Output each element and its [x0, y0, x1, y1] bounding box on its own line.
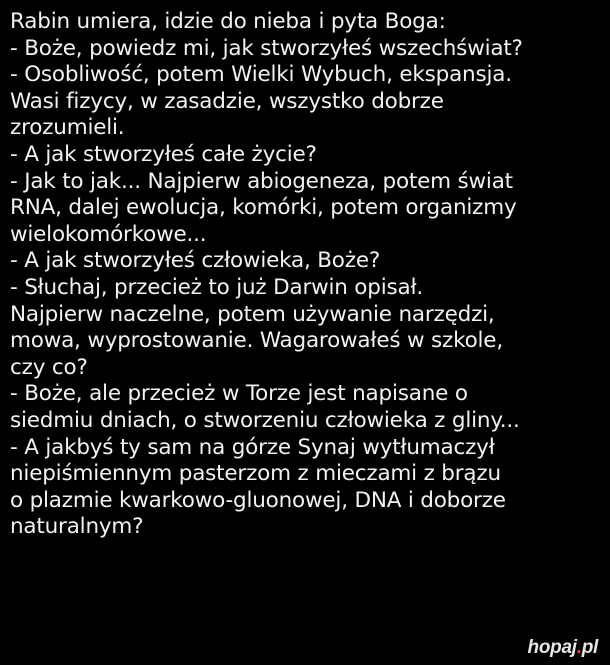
joke-line: - Boże, ale przecież w Torze jest napisane o: [10, 381, 468, 407]
joke-line: o plazmie kwarkowo-gluonowej, DNA i doborze: [10, 487, 506, 513]
joke-line: - A jakbyś ty sam na górze Synaj wytłumaczył: [10, 434, 495, 460]
footer-bar: [0, 633, 610, 665]
joke-line: - Słuchaj, przecież to już Darwin opisał.: [10, 274, 424, 300]
site-watermark-logo: [528, 637, 598, 659]
joke-line: siedmiu dniach, o stworzeniu człowieka z gliny...: [10, 407, 520, 433]
joke-text: [10, 9, 606, 541]
watermark-name: hopaj: [527, 637, 577, 658]
joke-line: Rabin umiera, idzie do nieba i pyta Boga:: [10, 9, 446, 34]
joke-line: - A jak stworzyłeś całe życie?: [10, 141, 317, 167]
joke-line: Najpierw naczelne, potem używanie narzędzi,: [10, 301, 495, 327]
joke-line: zrozumieli.: [10, 115, 125, 141]
joke-line: - Jak to jak... Najpierw abiogeneza, potem świat: [10, 168, 513, 194]
joke-line: wielokomórkowe...: [10, 221, 207, 247]
joke-line: czy co?: [10, 354, 88, 380]
joke-line: RNA, dalej ewolucja, komórki, potem organizmy: [10, 195, 517, 221]
joke-line: Wasi fizycy, w zasadzie, wszystko dobrze: [10, 88, 444, 114]
watermark-tld: pl: [581, 637, 598, 658]
watermark-dot: .: [576, 637, 582, 658]
joke-line: - Boże, powiedz mi, jak stworzyłeś wszechświat?: [10, 35, 523, 61]
joke-line: mowa, wyprostowanie. Wagarowałeś w szkole,: [10, 328, 503, 354]
joke-line: niepiśmiennym pasterzom z mieczami z brązu: [10, 461, 501, 487]
joke-line: - Osobliwość, potem Wielki Wybuch, ekspansja.: [10, 62, 512, 88]
joke-line: - A jak stworzyłeś człowieka, Boże?: [10, 248, 381, 274]
joke-line: naturalnym?: [10, 514, 144, 540]
